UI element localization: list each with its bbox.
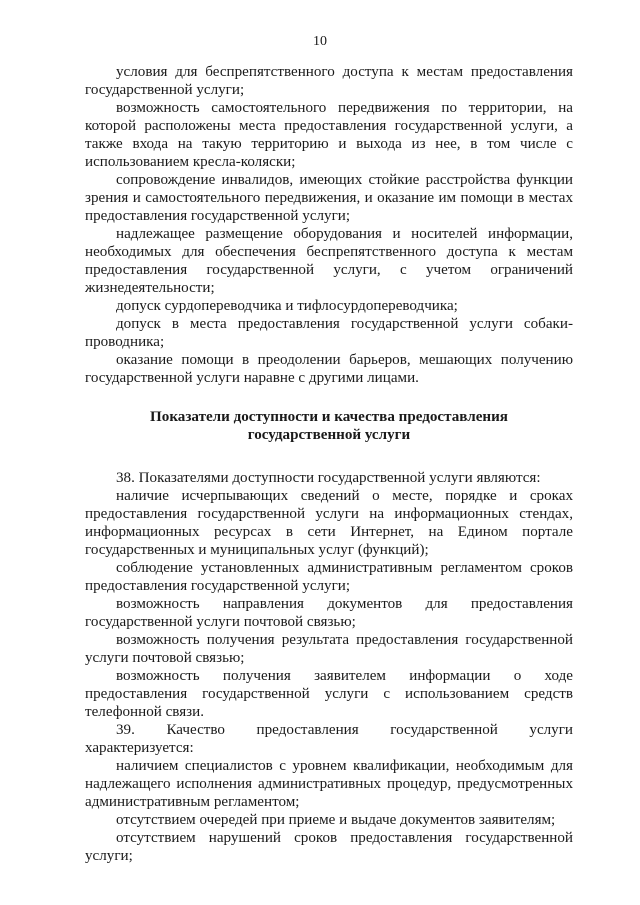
paragraph-item-38: 38. Показателями доступности государственной услуги являются: xyxy=(116,470,541,486)
paragraph: возможность получения заявителем информации о ходе предоставления государственной услуги с использованием средств телефонной связи. xyxy=(85,668,573,720)
paragraph: отсутствием очередей при приеме и выдаче документов заявителям; xyxy=(116,812,556,828)
section-heading xyxy=(85,408,573,444)
document-body xyxy=(85,63,573,865)
paragraph: условия для беспрепятственного доступа к местам предоставления государственной услуги; xyxy=(85,64,573,98)
page-number: 10 xyxy=(313,34,327,49)
paragraph: оказание помощи в преодолении барьеров, мешающих получению государственной услуги наравне с другими лицами. xyxy=(85,352,573,386)
section-heading-line-2: государственной услуги xyxy=(247,427,411,443)
paragraph: надлежащее размещение оборудования и носителей информации, необходимых для обеспечения беспрепятственного доступа к местам предоставления государственной услуги, с учетом ограничений жизнедеятельности; xyxy=(85,226,573,296)
paragraph: отсутствием нарушений сроков предоставления государственной услуги; xyxy=(85,830,573,864)
paragraph: допуск сурдопереводчика и тифлосурдопереводчика; xyxy=(116,298,458,314)
paragraph: допуск в места предоставления государственной услуги собаки-проводника; xyxy=(85,316,573,350)
paragraph: наличием специалистов с уровнем квалификации, необходимым для надлежащего исполнения административных процедур, предусмотренных административным регламентом; xyxy=(85,758,573,810)
paragraph: соблюдение установленных административным регламентом сроков предоставления государственной услуги; xyxy=(85,560,573,594)
paragraph: наличие исчерпывающих сведений о месте, порядке и сроках предоставления государственной услуги на информационных стендах, информационных ресурсах в сети Интернет, на Едином портале государственных и муниципальных услуг (функций); xyxy=(85,488,573,558)
section-heading-line-1: Показатели доступности и качества предоставления xyxy=(150,409,508,425)
paragraph: сопровождение инвалидов, имеющих стойкие расстройства функции зрения и самостоятельного передвижения, и оказание им помощи в местах предоставления государственной услуги; xyxy=(85,172,573,224)
paragraph: возможность получения результата предоставления государственной услуги почтовой связью; xyxy=(85,632,573,666)
paragraph: возможность направления документов для предоставления государственной услуги почтовой связью; xyxy=(85,596,573,630)
paragraph: возможность самостоятельного передвижения по территории, на которой расположены места предоставления государственной услуги, а также входа на такую территорию и выхода из нее, в том числе с использованием кресла-коляски; xyxy=(85,100,573,170)
paragraph-item-39: 39. Качество предоставления государственной услуги характеризуется: xyxy=(85,722,573,756)
